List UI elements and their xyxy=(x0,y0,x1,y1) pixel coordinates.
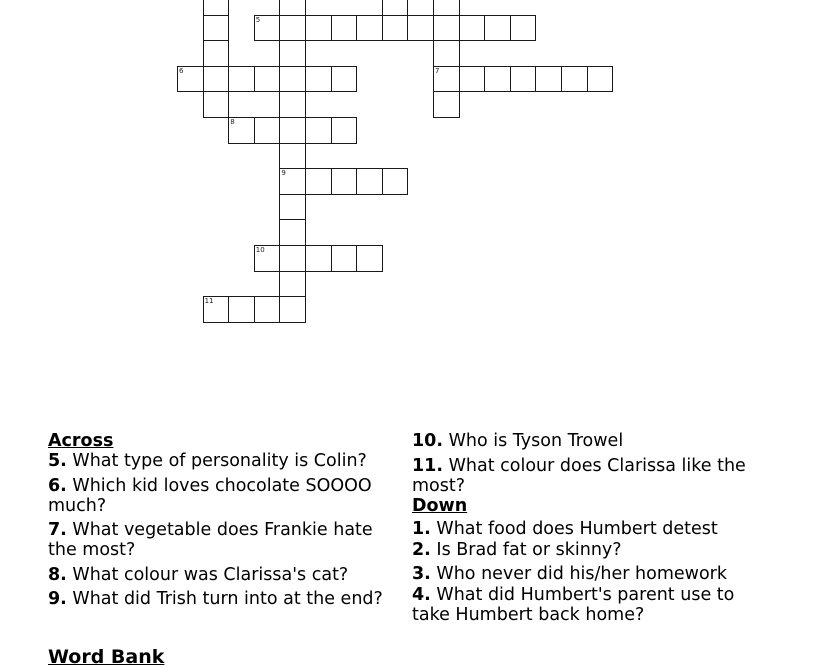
crossword-cell[interactable] xyxy=(279,40,306,67)
clue-across-11: 11. What colour does Clarissa like the most? xyxy=(412,455,746,496)
crossword-cell[interactable] xyxy=(331,66,358,93)
clue-number: 10 xyxy=(255,246,265,254)
crossword-cell[interactable] xyxy=(356,168,383,195)
crossword-cell[interactable] xyxy=(254,296,281,323)
clue-across-7: 7. What vegetable does Frankie hate the most? xyxy=(48,520,373,560)
crossword-cell[interactable] xyxy=(279,168,306,195)
clue-down-3: 3. Who never did his/her homework xyxy=(412,564,727,584)
clue-across-9: 9. What did Trish turn into at the end? xyxy=(48,589,383,609)
crossword-cell[interactable] xyxy=(433,91,460,118)
crossword-cell[interactable] xyxy=(433,0,460,16)
crossword-cell[interactable] xyxy=(331,15,358,42)
crossword-cell[interactable] xyxy=(459,66,486,93)
crossword-cell[interactable] xyxy=(331,168,358,195)
crossword-cell[interactable] xyxy=(484,15,511,42)
crossword-cell[interactable] xyxy=(279,0,306,16)
crossword-cell[interactable] xyxy=(254,245,281,272)
crossword-cell[interactable] xyxy=(535,66,562,93)
crossword-cell[interactable] xyxy=(305,15,332,42)
across-heading: Across xyxy=(48,431,114,451)
clue-number: 11 xyxy=(204,297,214,306)
clue-number: 7 xyxy=(435,66,440,75)
crossword-cell[interactable] xyxy=(279,296,306,323)
clues-column-left xyxy=(48,431,383,614)
crossword-cell[interactable] xyxy=(254,15,281,42)
crossword-cell[interactable] xyxy=(356,15,383,42)
crossword-cell[interactable] xyxy=(433,66,460,93)
crossword-cell[interactable] xyxy=(331,117,358,144)
crossword-cell[interactable] xyxy=(382,15,409,42)
crossword-cell[interactable] xyxy=(279,143,306,170)
crossword-cell[interactable] xyxy=(279,194,306,221)
crossword-cell[interactable] xyxy=(203,91,230,118)
clue-down-2: 2. Is Brad fat or skinny? xyxy=(412,539,622,560)
clue-down-1: 1. What food does Humbert detest xyxy=(412,518,718,539)
clue-number: 9 xyxy=(281,169,286,178)
clue-across-8: 8. What colour was Clarissa's cat? xyxy=(48,564,349,585)
crossword-cell[interactable] xyxy=(331,245,358,272)
crossword-cell[interactable] xyxy=(305,168,332,195)
crossword-cell[interactable] xyxy=(279,15,306,42)
crossword-cell[interactable] xyxy=(279,117,306,144)
crossword-cell[interactable] xyxy=(228,117,255,144)
clue-number: 8 xyxy=(230,118,235,126)
crossword-cell[interactable] xyxy=(279,245,306,272)
word-bank-heading: Word Bank xyxy=(48,646,165,668)
crossword-cell[interactable] xyxy=(203,15,230,42)
crossword-cell[interactable] xyxy=(407,0,434,16)
clue-across-6: 6. Which kid loves chocolate SOOOO much? xyxy=(48,475,372,516)
crossword-cell[interactable] xyxy=(203,296,230,323)
crossword-cell[interactable] xyxy=(279,91,306,118)
clue-number: 6 xyxy=(179,66,184,75)
crossword-cell[interactable] xyxy=(177,66,204,93)
crossword-cell[interactable] xyxy=(382,0,409,16)
crossword-cell[interactable] xyxy=(279,66,306,93)
crossword-cell[interactable] xyxy=(305,245,332,272)
crossword-cell[interactable] xyxy=(587,66,614,93)
clue-number: 5 xyxy=(255,15,261,24)
clue-down-4: 4. What did Humbert's parent use to take Humbert back home? xyxy=(412,585,735,625)
crossword-cell[interactable] xyxy=(356,245,383,272)
crossword-cell[interactable] xyxy=(484,66,511,93)
crossword-cell[interactable] xyxy=(203,0,230,16)
crossword-cell[interactable] xyxy=(305,117,332,144)
crossword-cell[interactable] xyxy=(254,66,281,93)
down-heading: Down xyxy=(412,495,468,516)
crossword-cell[interactable] xyxy=(305,66,332,93)
crossword-cell[interactable] xyxy=(279,271,306,298)
clue-across-10: 10. Who is Tyson Trowel xyxy=(412,431,624,451)
crossword-cell[interactable] xyxy=(433,15,460,42)
clue-across-5: 5. What type of personality is Colin? xyxy=(48,451,367,471)
crossword-cell[interactable] xyxy=(459,15,486,42)
crossword-cell[interactable] xyxy=(561,66,588,93)
crossword-cell[interactable] xyxy=(382,168,409,195)
crossword-cell[interactable] xyxy=(510,66,537,93)
crossword-cell[interactable] xyxy=(433,40,460,67)
crossword-cell[interactable] xyxy=(228,66,255,93)
crossword-cell[interactable] xyxy=(510,15,537,42)
crossword-cell[interactable] xyxy=(203,40,230,67)
crossword-cell[interactable] xyxy=(254,117,281,144)
crossword-cell[interactable] xyxy=(228,296,255,323)
crossword-cell[interactable] xyxy=(279,219,306,246)
crossword-cell[interactable] xyxy=(407,15,434,42)
crossword-cell[interactable] xyxy=(203,66,230,93)
clues-column-right xyxy=(412,431,762,630)
